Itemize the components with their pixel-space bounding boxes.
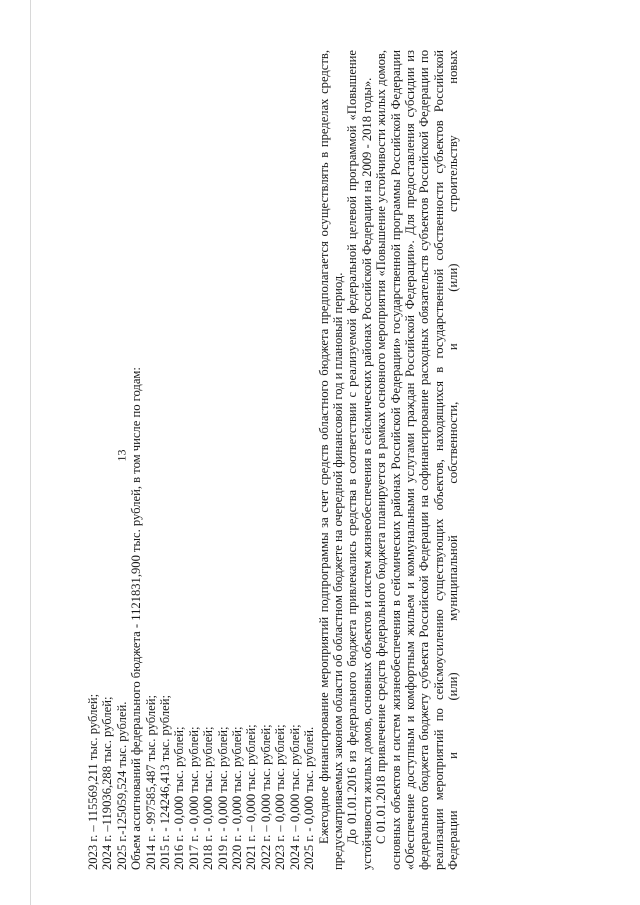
paragraph-since-2018: С 01.01.2018 привлечение средств федерального бюджета планируется в рамках основного мероприятия «Повышение устойчивости жилых домов, основных объектов и систем жизнеобеспечения в сейсмических районах Российской Федерации» государственной программы Российской Федерации «Обеспечение доступным и комфортным жильем и коммунальными услугами граждан Российской Федерации». Для предоставления субсидии из федерального бюджета бюджету субъекта Российской Федерации на софинансирование расходных обязательств субъектов Российской Федерации по реализации мероприятий по сейсмоусилению существующих объектов, находящихся в государственной собственности субъектов Российской Федерации и (или) муниципальной собственности, и (или) строительству новых <box>374 50 461 870</box>
document-body <box>86 50 546 870</box>
funding-line: 2023 г. – 115569,211 тыс. рублей; <box>86 693 100 870</box>
federal-line: 2023 г. – 0,000 тыс. рублей; <box>273 724 288 870</box>
federal-line: 2019 г. - 0,000 тыс. рублей; <box>215 726 230 870</box>
federal-line: 2017 г. - 0,000 тыс. рублей; <box>186 726 201 870</box>
federal-line: 2014 г. - 997585,487 тыс. рублей; <box>143 694 158 870</box>
funding-line: 2024 г. –119036,288 тыс. рублей; <box>100 696 115 870</box>
federal-line: 2021 г. – 0,000 тыс. рублей; <box>244 724 259 870</box>
page-number: 13 <box>114 449 129 462</box>
federal-line: 2018 г. - 0,000 тыс. рублей; <box>201 726 216 870</box>
page-edge <box>30 0 31 905</box>
federal-line: 2016 г. - 0,000 тыс. рублей; <box>172 726 187 870</box>
funding-line: 2025 г.-125059,524 тыс. рублей. <box>114 701 129 870</box>
federal-line: 2024 г. – 0,000 тыс. рублей; <box>287 724 302 870</box>
federal-line: 2015 г. - 124246,413 тыс. рублей; <box>158 694 173 870</box>
federal-heading: Объем ассигнований федерального бюджета - 1121831,900 тыс. рублей, в том числе по годам: <box>129 367 144 870</box>
federal-line: 2022 г. – 0,000 тыс. рублей; <box>258 724 273 870</box>
federal-line: 2025 г. - 0,000 тыс. рублей. <box>302 726 317 870</box>
paragraph-before-2016: До 01.01.2016 из федерального бюджета привлекались средства в соответствии с реализуемой федеральной целевой программой «Повышение устойчивости жилых домов, основных объектов и систем жизнеобеспечения в сейсмических районах Российской Федерации на 2009 - 2018 годы». <box>345 50 374 870</box>
federal-line: 2020 г. - 0,000 тыс. рублей; <box>230 726 245 870</box>
paragraph-financing: Ежегодное финансирование мероприятий подпрограммы за счет средств областного бюджета предполагается осуществлять в пределах средств, предусматриваемых законом области об областном бюджете на очередной финансовой год и плановый период. <box>316 50 345 870</box>
